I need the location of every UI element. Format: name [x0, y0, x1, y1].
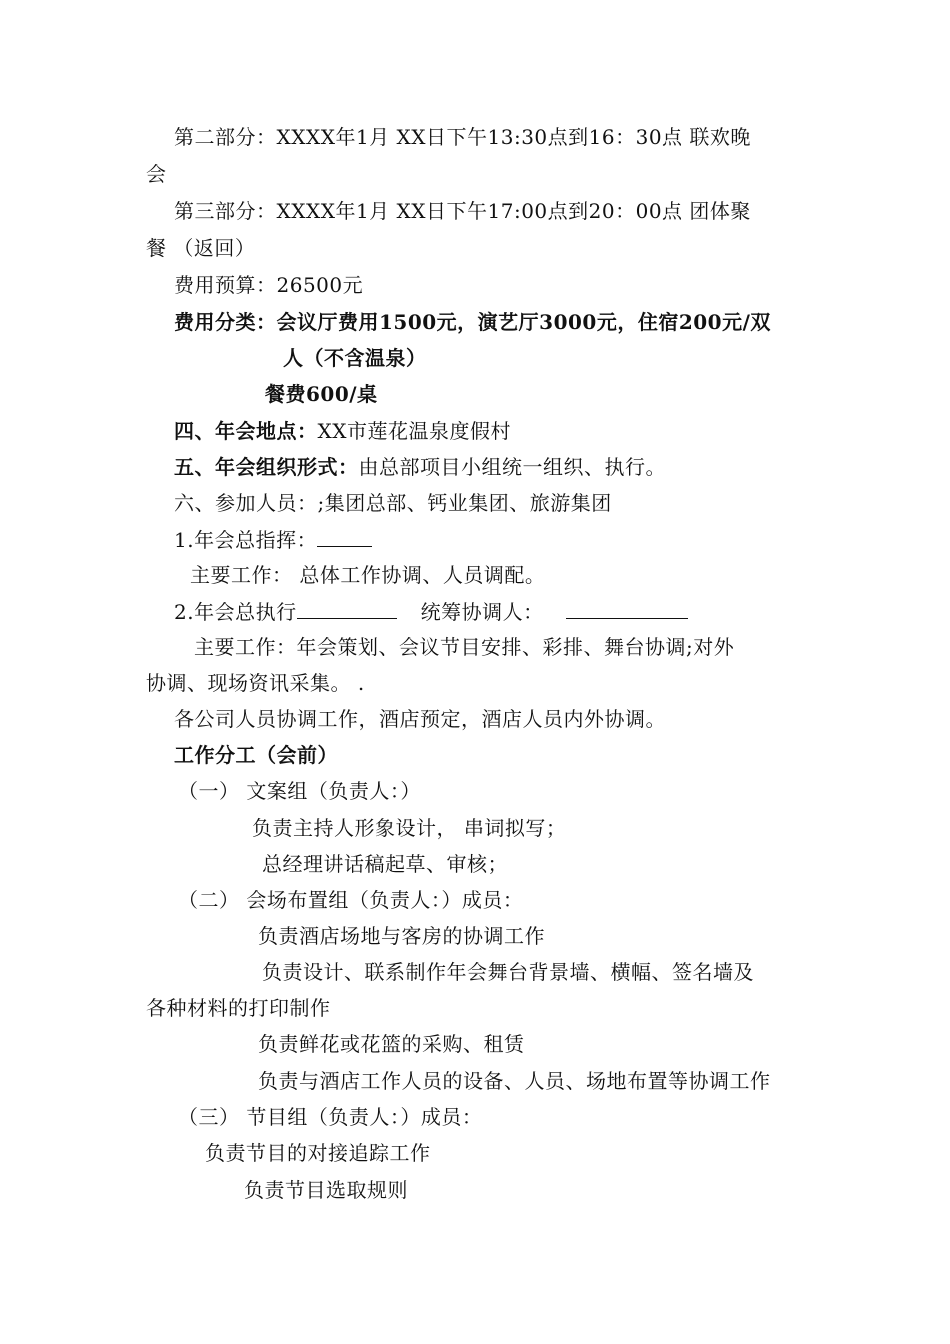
- main-work-line-2: 主要工作：年会策划、会议节目安排、彩排、舞台协调;对外: [194, 635, 735, 659]
- executive-label: 2.年会总执行: [174, 600, 297, 624]
- venue-task-3: 负责鲜花或花篮的采购、租赁: [258, 1032, 525, 1056]
- copy-task-2: 总经理讲话稿起草、审核；: [262, 852, 508, 876]
- cost-category-line: 费用分类：会议厅费用1500元，演艺厅3000元，住宿200元/双: [174, 310, 771, 334]
- executive-blank: [297, 598, 397, 619]
- organization-line: [174, 454, 666, 480]
- part-two-line: 第二部分：XXXX年1月 XX日下午13:30点到16：30点 联欢晚: [174, 125, 751, 149]
- program-task-1: 负责节目的对接追踪工作: [205, 1141, 431, 1165]
- executive-line: [174, 598, 688, 625]
- participants-line: 六、参加人员：;集团总部、钙业集团、旅游集团: [174, 491, 612, 515]
- venue-group-heading: （二） 会场布置组（负责人：）成员：: [178, 888, 524, 912]
- part-two-continued: 会: [146, 162, 167, 186]
- venue-task-2: 负责设计、联系制作年会舞台背景墙、横幅、签名墙及: [262, 960, 754, 984]
- venue-value: XX市莲花温泉度假村: [317, 419, 511, 443]
- copy-task-1: 负责主持人形象设计， 串词拟写；: [252, 816, 567, 840]
- venue-line: [174, 418, 511, 444]
- cost-category-continued: 人（不含温泉）: [283, 346, 427, 370]
- coordination-line: 各公司人员协调工作，酒店预定，酒店人员内外协调。: [174, 707, 666, 731]
- commander-label: 1.年会总指挥：: [174, 528, 318, 552]
- main-work-line-2-continued: 协调、现场资讯采集。 .: [146, 671, 365, 695]
- meal-cost-line: 餐费600/桌: [265, 382, 378, 406]
- program-task-2: 负责节目选取规则: [244, 1178, 408, 1202]
- organization-label: 五、年会组织形式：: [174, 455, 359, 479]
- venue-task-4: 负责与酒店工作人员的设备、人员、场地布置等协调工作: [258, 1069, 771, 1093]
- commander-blank: [317, 526, 372, 547]
- coordinator-blank: [566, 598, 688, 619]
- division-heading: 工作分工（会前）: [174, 743, 338, 767]
- venue-task-1: 负责酒店场地与客房的协调工作: [258, 924, 545, 948]
- copy-group-heading: （一） 文案组（负责人：）: [178, 779, 421, 803]
- part-three-line: 第三部分：XXXX年1月 XX日下午17:00点到20：00点 团体聚: [174, 199, 751, 223]
- part-three-continued: 餐 （返回）: [146, 236, 256, 260]
- coordinator-label: 统筹协调人：: [420, 600, 544, 624]
- budget-line: 费用预算：26500元: [174, 273, 364, 297]
- organization-value: 由总部项目小组统一组织、执行。: [358, 455, 666, 479]
- program-group-heading: （三） 节目组（负责人：）成员：: [178, 1105, 483, 1129]
- commander-line: [174, 526, 372, 553]
- main-work-line-1: 主要工作： 总体工作协调、人员调配。: [190, 563, 546, 587]
- venue-task-2-continued: 各种材料的打印制作: [146, 996, 331, 1020]
- venue-label: 四、年会地点：: [174, 419, 318, 443]
